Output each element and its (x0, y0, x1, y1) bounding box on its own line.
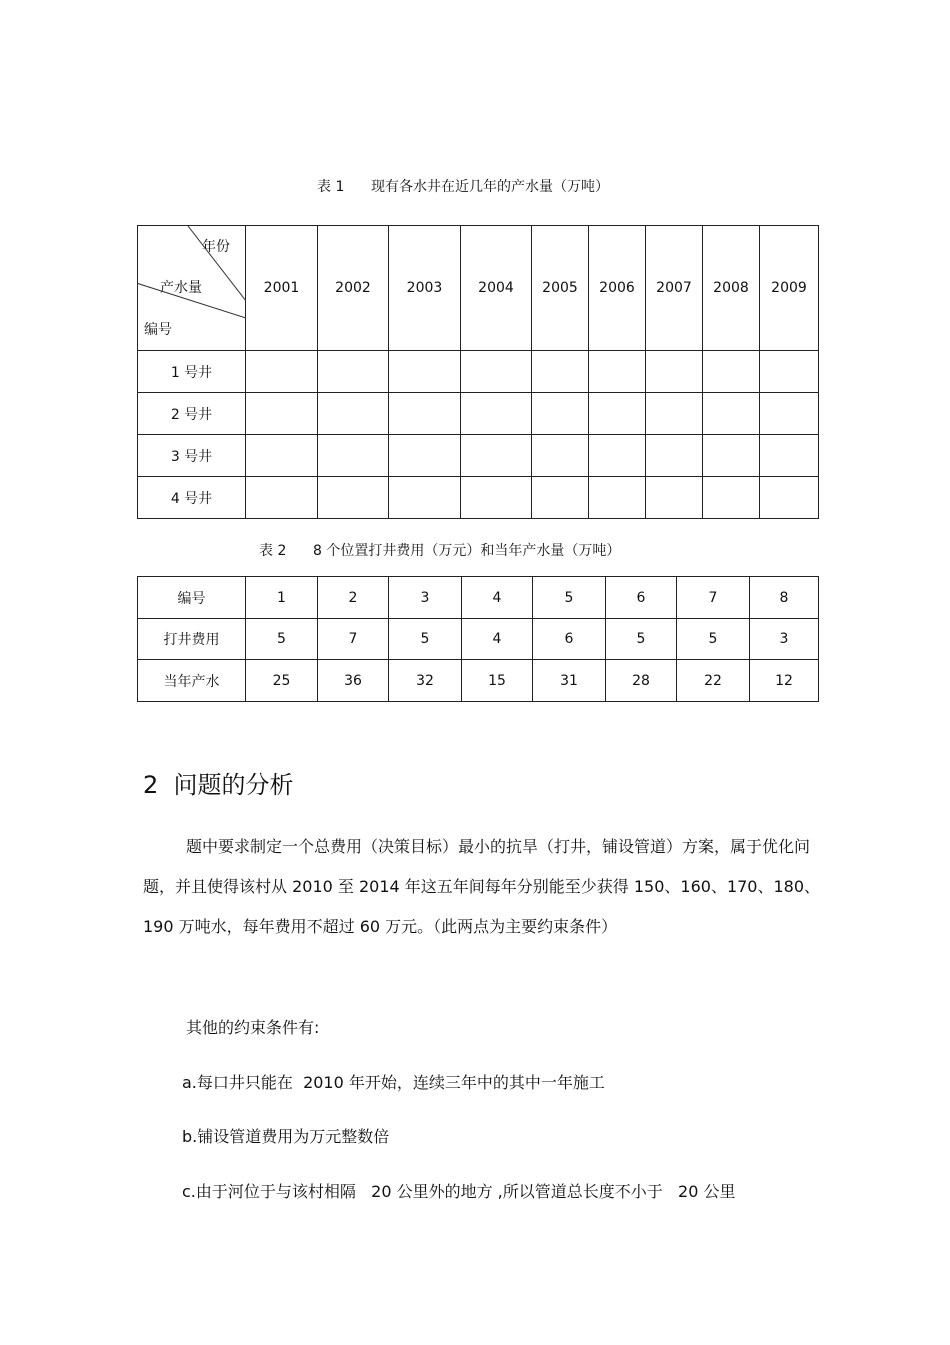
table-row (138, 477, 819, 519)
analysis-paragraph: 题中要求制定一个总费用（决策目标）最小的抗旱（打井，铺设管道）方案，属于优化问题，并且使得该村从 2010 至 2014 年这五年间每年分别能至少获得 150、160、170、180、190 万吨水，每年费用不超过 60 万元。（此两点为主要约束条件） (143, 837, 821, 936)
well-label: 4 号井 (138, 477, 246, 519)
other-constraints-label: 其他的约束条件有: (186, 1018, 320, 1037)
well-label: 3 号井 (138, 435, 246, 477)
year-header: 2001 (246, 226, 318, 351)
cost-cell: 5 (606, 619, 677, 660)
row-label: 当年产水 (138, 660, 246, 702)
year-header: 2006 (589, 226, 646, 351)
section-title: 2 问题的分析 (143, 771, 294, 799)
cost-cell: 6 (533, 619, 606, 660)
id-cell: 1 (246, 577, 318, 619)
yield-cell: 15 (462, 660, 533, 702)
table-row (138, 435, 819, 477)
year-header: 2002 (318, 226, 389, 351)
cost-cell: 4 (462, 619, 533, 660)
year-header: 2008 (703, 226, 760, 351)
drilling-cost-table (137, 576, 819, 702)
cost-cell: 5 (246, 619, 318, 660)
yield-cell: 12 (750, 660, 819, 702)
id-cell: 4 (462, 577, 533, 619)
row-label: 打井费用 (138, 619, 246, 660)
yield-cell: 22 (677, 660, 750, 702)
table-row (138, 660, 819, 702)
constraint-a: a.每口井只能在 2010 年开始，连续三年中的其中一年施工 (182, 1073, 605, 1092)
yield-cell: 25 (246, 660, 318, 702)
cost-cell: 5 (677, 619, 750, 660)
id-cell: 5 (533, 577, 606, 619)
cost-cell: 7 (318, 619, 389, 660)
table-row (138, 351, 819, 393)
constraint-b: b.铺设管道费用为万元整数倍 (182, 1127, 390, 1146)
id-cell: 6 (606, 577, 677, 619)
cost-cell: 5 (389, 619, 462, 660)
yield-cell: 32 (389, 660, 462, 702)
table2-caption: 表 2 8 个位置打井费用（万元）和当年产水量（万吨） (259, 543, 621, 559)
table-row (138, 619, 819, 660)
well-label: 2 号井 (138, 393, 246, 435)
table-row (138, 393, 819, 435)
year-header: 2003 (389, 226, 461, 351)
year-header: 2007 (646, 226, 703, 351)
id-cell: 7 (677, 577, 750, 619)
yield-cell: 28 (606, 660, 677, 702)
year-header: 2009 (760, 226, 819, 351)
corner-header (138, 226, 246, 351)
constraint-c: c.由于河位于与该村相隔 20 公里外的地方 ,所以管道总长度不小于 20 公里 (182, 1182, 736, 1201)
corner-id-label: 编号 (144, 322, 172, 338)
water-yield-table (137, 225, 819, 519)
id-cell: 3 (389, 577, 462, 619)
table-row (138, 577, 819, 619)
cost-cell: 3 (750, 619, 819, 660)
year-header: 2005 (532, 226, 589, 351)
yield-cell: 36 (318, 660, 389, 702)
yield-cell: 31 (533, 660, 606, 702)
id-cell: 2 (318, 577, 389, 619)
well-label: 1 号井 (138, 351, 246, 393)
corner-yield-label: 产水量 (160, 280, 202, 296)
year-header: 2004 (461, 226, 532, 351)
id-cell: 8 (750, 577, 819, 619)
corner-year-label: 年份 (202, 239, 230, 255)
id-header: 编号 (138, 577, 246, 619)
table1-caption: 表 1 现有各水井在近几年的产水量（万吨） (317, 179, 610, 195)
